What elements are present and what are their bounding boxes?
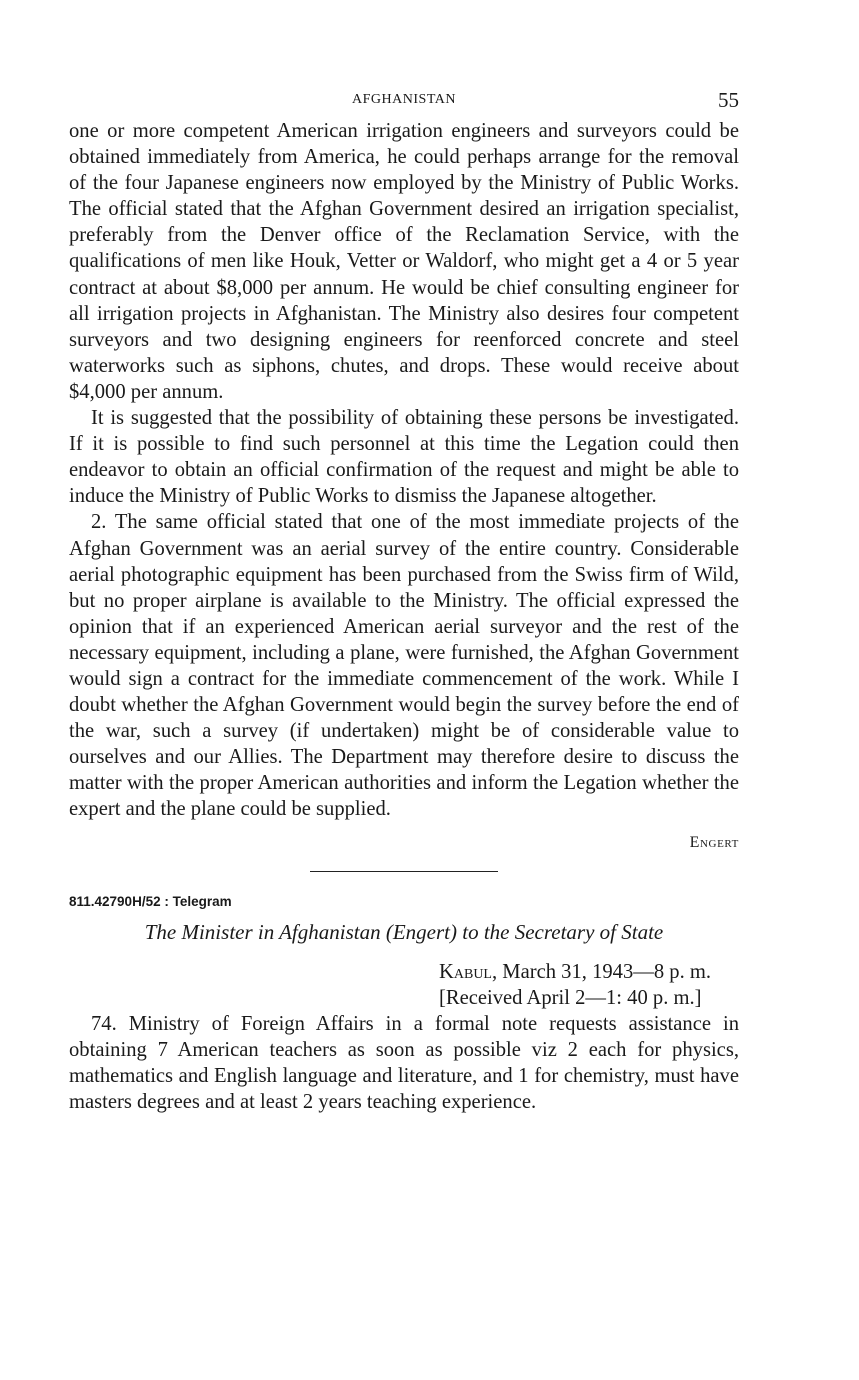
- dateline-received: [Received April 2—1: 40 p. m.]: [439, 986, 702, 1009]
- signature: Engert: [689, 833, 739, 851]
- document-title: The Minister in Afghanistan (Engert) to the Secretary of State: [144, 919, 664, 944]
- running-head: [69, 82, 739, 118]
- paragraph-continued: one or more competent American irrigation engineers and surveyors could be obtained immediately from America, he could perhaps arrange for the removal of the four Japanese engineers now employed by the Ministry of Public Works. The official stated that the Afghan Government desired an irrigation specialist, preferably from the Denver office of the Reclamation Service, with the qualifications of men like Houk, Vetter or Waldorf, who might get a 4 or 5 year contract at about $8,000 per annum. He would be chief consulting engineer for all irrigation projects in Afghanistan. The Ministry also desires four competent surveyors and two designing engineers for reenforced concrete and steel waterworks such as siphons, chutes, and drops. These would receive about $4,000 per annum.: [69, 120, 739, 403]
- paragraph-teachers-request: 74. Ministry of Foreign Affairs in a formal note requests assistance in obtaining 7 American teachers as soon as possible viz 2 each for physics, mathematics and English language and literature, and 1 for chemistry, must have masters degrees and at least 2 years teaching experience.: [69, 1012, 739, 1113]
- file-reference: 811.42790H/52 : Telegram: [69, 893, 232, 909]
- page-number: 55: [718, 88, 739, 112]
- dateline-place: Kabul: [439, 960, 492, 983]
- running-title: AFGHANISTAN: [352, 92, 456, 107]
- paragraph-suggestion: It is suggested that the possibility of obtaining these persons be investigated. If it is possible to find such personnel at this time the Legation could then endeavor to obtain an official confirmation of the request and might be able to induce the Ministry of Public Works to dismiss the Japanese altogether.: [69, 407, 739, 508]
- paragraph-aerial-survey: 2. The same official stated that one of the most immediate projects of the Afghan Government was an aerial survey of the entire country. Considerable aerial photographic equipment has been purchased from the Swiss firm of Wild, but no proper airplane is available to the Ministry. The official expressed the opinion that if an experienced American aerial surveyor and the rest of the necessary equipment, including a plane, were furnished, the Afghan Government would sign a contract for the immediate commencement of the work. While I doubt whether the Afghan Government would begin the survey before the end of the war, such a survey (if undertaken) might be of considerable value to ourselves and our Allies. The Department may therefore desire to discuss the matter with the proper American authorities and inform the Legation whether the expert and the plane could be supplied.: [69, 511, 739, 821]
- dateline-date: , March 31, 1943—8 p. m.: [491, 960, 712, 983]
- document-page: [69, 82, 739, 1115]
- dateline: [439, 959, 739, 1011]
- dateline-sent: [439, 959, 739, 985]
- section-divider: [310, 871, 498, 872]
